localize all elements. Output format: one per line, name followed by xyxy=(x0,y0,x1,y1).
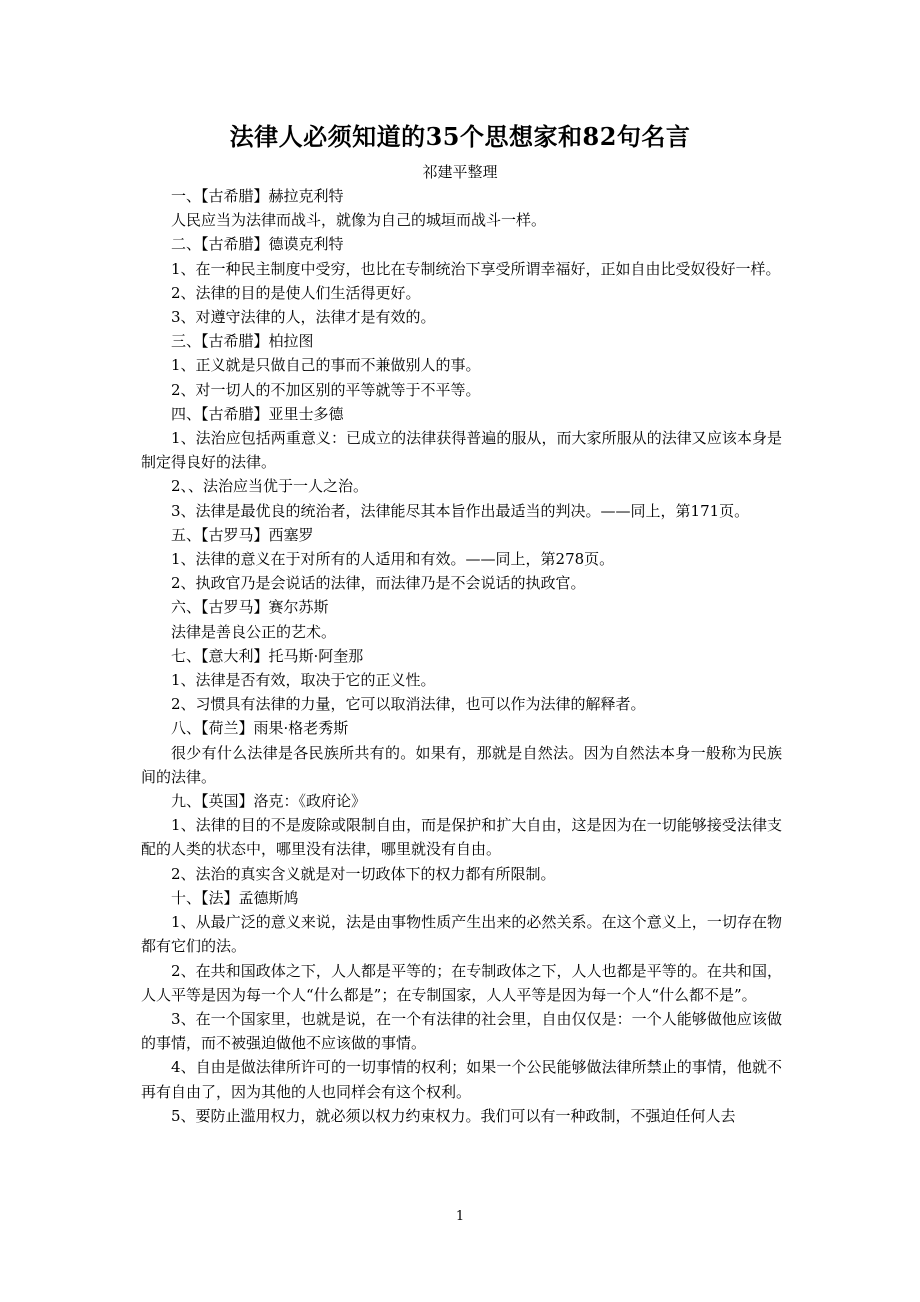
quote-paragraph: 1、在一种民主制度中受穷，也比在专制统治下享受所谓幸福好，正如自由比受奴役好一样。 xyxy=(171,259,781,278)
section-heading: 四、【古希腊】亚里士多德 xyxy=(171,404,344,423)
section-heading: 五、【古罗马】西塞罗 xyxy=(171,525,314,544)
section-heading: 六、【古罗马】赛尔苏斯 xyxy=(171,598,329,617)
quote-paragraph: 1、法律的目的不是废除或限制自由，而是保护和扩大自由，这是因为在一切能够接受法律支配的人类的状态中，哪里没有法律，哪里就没有自由。 xyxy=(141,816,782,859)
document-body xyxy=(141,184,782,1128)
document-author: 祁建平整理 xyxy=(422,163,498,181)
quote-paragraph: 1、法治应包括两重意义：已成立的法律获得普遍的服从，而大家所服从的法律又应该本身是制定得良好的法律。 xyxy=(141,429,782,472)
quote-paragraph: 2、、法治应当优于一人之治。 xyxy=(171,477,369,496)
quote-paragraph: 2、习惯具有法律的力量，它可以取消法律，也可以作为法律的解释者。 xyxy=(171,695,646,714)
quote-paragraph: 1、法律是否有效，取决于它的正义性。 xyxy=(171,671,436,690)
quote-paragraph: 1、从最广泛的意义来说，法是由事物性质产生出来的必然关系。在这个意义上，一切存在物都有它们的法。 xyxy=(141,913,782,956)
quote-paragraph: 2、执政官乃是会说话的法律，而法律乃是不会说话的执政官。 xyxy=(171,574,586,593)
page-number: 1 xyxy=(455,1209,465,1224)
quote-paragraph: 1、正义就是只做自己的事而不兼做别人的事。 xyxy=(171,356,481,375)
quote-paragraph: 5、要防止滥用权力，就必须以权力约束权力。我们可以有一种政制，不强迫任何人去 xyxy=(171,1106,736,1125)
quote-paragraph: 1、法律的意义在于对所有的人适用和有效。——同上，第278页。 xyxy=(171,550,615,569)
section-heading: 十、【法】孟德斯鸠 xyxy=(171,888,299,907)
quote-paragraph: 很少有什么法律是各民族所共有的。如果有，那就是自然法。因为自然法本身一般称为民族间的法律。 xyxy=(141,743,782,786)
section-heading: 二、【古希腊】德谟克利特 xyxy=(171,235,344,254)
section-heading: 一、【古希腊】赫拉克利特 xyxy=(171,187,344,205)
quote-paragraph: 2、对一切人的不加区别的平等就等于不平等。 xyxy=(171,380,481,399)
quote-paragraph: 2、在共和国政体之下，人人都是平等的；在专制政体之下，人人也都是平等的。在共和国，人人平等是因为每一个人“什么都是”；在专制国家，人人平等是因为每一个人“什么都不是”。 xyxy=(141,961,782,1004)
quote-paragraph: 2、法律的目的是使人们生活得更好。 xyxy=(171,283,421,302)
section-heading: 八、【荷兰】雨果·格老秀斯 xyxy=(171,719,349,738)
quote-paragraph: 3、在一个国家里，也就是说，在一个有法律的社会里，自由仅仅是：一个人能够做他应该做的事情，而不被强迫做他不应该做的事情。 xyxy=(141,1009,782,1053)
quote-paragraph: 3、对遵守法律的人，法律才是有效的。 xyxy=(171,308,436,327)
section-heading: 七、【意大利】托马斯·阿奎那 xyxy=(171,646,364,665)
quote-paragraph: 法律是善良公正的艺术。 xyxy=(171,622,337,641)
section-heading: 九、【英国】洛克：《政府论》 xyxy=(171,792,367,811)
quote-paragraph: 人民应当为法律而战斗，就像为自己的城垣而战斗一样。 xyxy=(171,211,547,230)
quote-paragraph: 2、法治的真实含义就是对一切政体下的权力都有所限制。 xyxy=(171,864,556,883)
section-heading: 三、【古希腊】柏拉图 xyxy=(171,332,314,351)
document-title: 法律人必须知道的35个思想家和82句名言 xyxy=(229,122,691,151)
quote-paragraph: 4、自由是做法律所许可的一切事情的权利；如果一个公民能够做法律所禁止的事情，他就不再有自由了，因为其他的人也同样会有这个权利。 xyxy=(141,1058,782,1101)
quote-paragraph: 3、法律是最优良的统治者，法律能尽其本旨作出最适当的判决。——同上，第171页。 xyxy=(171,501,750,520)
